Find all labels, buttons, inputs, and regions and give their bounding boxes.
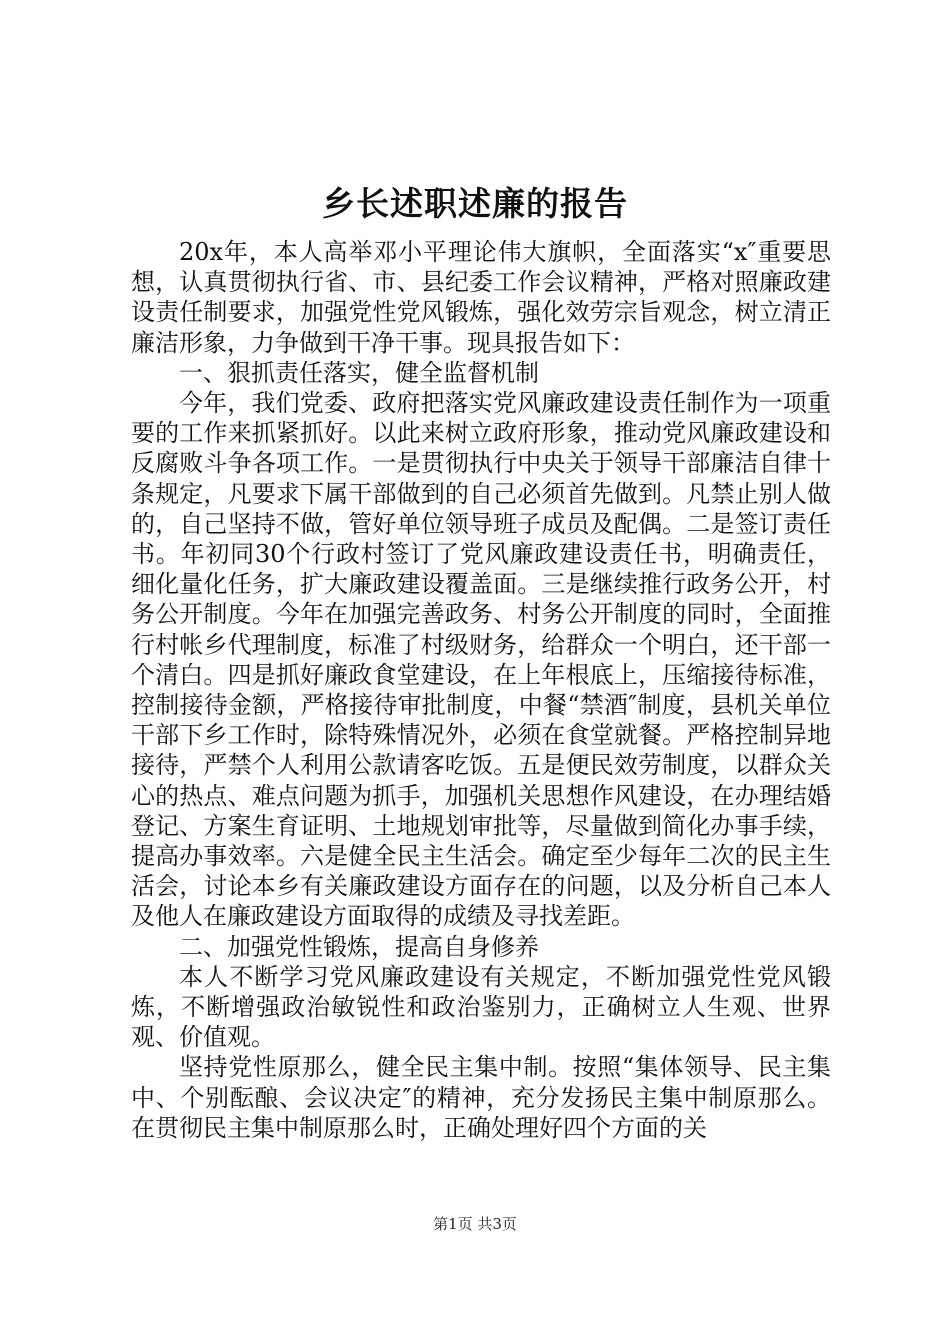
- section-heading-2: 二、加强党性锻炼，提高自身修养: [179, 932, 539, 961]
- page-number-footer: 第1页 共3页: [433, 1215, 517, 1233]
- document-body: [131, 237, 831, 1143]
- paragraph-intro: 20x年，本人高举邓小平理论伟大旗帜，全面落实“x″重要思想，认真贯彻执行省、市、县纪委工作会议精神，严格对照廉政建设责任制要求，加强党性党风锻炼，强化效劳宗旨观念，树立清正廉洁形象，力争做到干净干事。现具报告如下：: [131, 238, 831, 357]
- section-heading-1: 一、狠抓责任落实，健全监督机制: [179, 358, 539, 387]
- document-title: 乡长述职述廉的报告: [322, 184, 628, 223]
- paragraph-section-2a: 本人不断学习党风廉政建设有关规定，不断加强党性党风锻炼，不断增强政治敏锐性和政治鉴别力，正确树立人生观、世界观、价值观。: [131, 962, 831, 1052]
- paragraph-section-2b: 坚持党性原那么，健全民主集中制。按照“集体领导、民主集中、个别酝酿、会议决定″的精神，充分发扬民主集中制原那么。在贯彻民主集中制原那么时，正确处理好四个方面的关: [131, 1053, 831, 1142]
- paragraph-section-1: 今年，我们党委、政府把落实党风廉政建设责任制作为一项重要的工作来抓紧抓好。以此来树立政府形象，推动党风廉政建设和反腐败斗争各项工作。一是贯彻执行中央关于领导干部廉洁自律十条规定，凡要求下属干部做到的自己必须首先做到。凡禁止别人做的，自己坚持不做，管好单位领导班子成员及配偶。二是签订责任书。年初同30个行政村签订了党风廉政建设责任书，明确责任，细化量化任务，扩大廉政建设覆盖面。三是继续推行政务公开，村务公开制度。今年在加强完善政务、村务公开制度的同时，全面推行村帐乡代理制度，标准了村级财务，给群众一个明白，还干部一个清白。四是抓好廉政食堂建设，在上年根底上，压缩接待标准，控制接待金额，严格接待审批制度，中餐“禁酒″制度，县机关单位干部下乡工作时，除特殊情况外，必须在食堂就餐。严格控制异地接待，严禁个人利用公款请客吃饭。五是便民效劳制度，以群众关心的热点、难点问题为抓手，加强机关思想作风建设，在办理结婚登记、方案生育证明、土地规划审批等，尽量做到简化办事手续，提高办事效率。六是健全民主生活会。确定至少每年二次的民主生活会，讨论本乡有关廉政建设方面存在的问题，以及分析自己本人及他人在廉政建设方面取得的成绩及寻找差距。: [131, 389, 831, 931]
